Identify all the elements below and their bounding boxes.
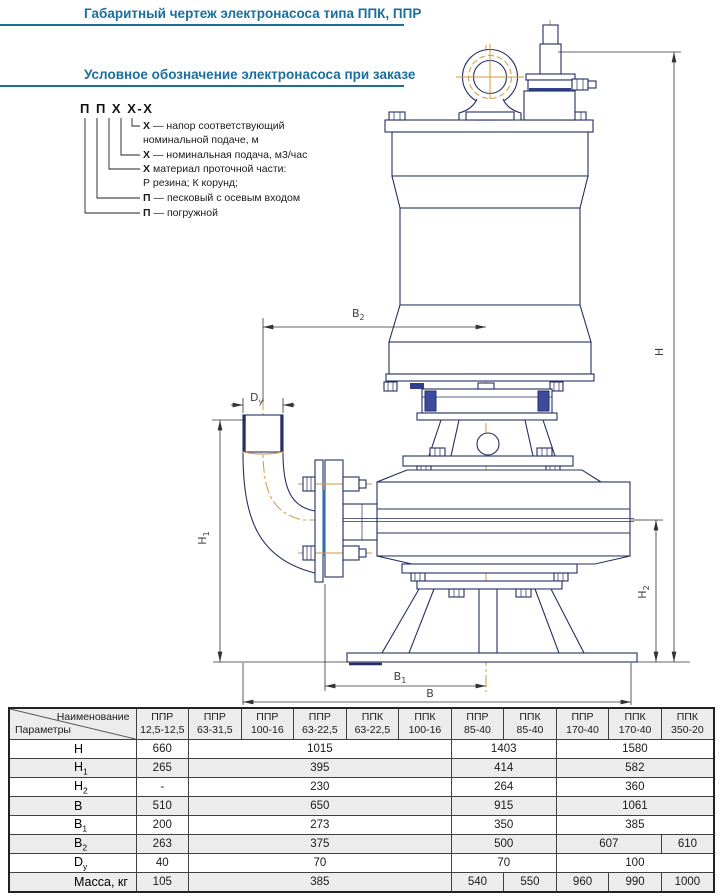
designation-text: — номинальная подача, м3/час xyxy=(153,149,308,161)
parameter-label: H xyxy=(9,740,136,759)
column-header: ППК 100-16 xyxy=(399,708,452,740)
parameter-label: $B_1$ xyxy=(9,816,136,835)
discharge-elbow xyxy=(243,415,372,582)
value-cell: 650 xyxy=(189,797,452,816)
value-cell: 230 xyxy=(189,778,452,797)
section-title-ordering: Условное обозначение электронасоса при заказе xyxy=(0,67,404,87)
pump-casing xyxy=(213,470,690,664)
parameter-label: $D_y$ xyxy=(9,854,136,873)
value-cell: 510 xyxy=(136,797,189,816)
table-corner-cell xyxy=(9,708,136,740)
designation-letter: П xyxy=(143,207,151,219)
value-cell: 915 xyxy=(451,797,556,816)
value-cell: 350 xyxy=(451,816,556,835)
dim-label-h: H xyxy=(653,347,666,357)
table-row xyxy=(9,835,714,854)
designation-text: материал проточной части: xyxy=(153,163,287,175)
value-cell: 265 xyxy=(136,759,189,778)
designation-code: П П Х Х-Х xyxy=(80,101,154,116)
column-header: ППР 63-22,5 xyxy=(294,708,347,740)
table-row xyxy=(9,740,714,759)
column-header: ППК 350-20 xyxy=(661,708,714,740)
value-cell: 385 xyxy=(189,873,452,893)
value-cell: 263 xyxy=(136,835,189,854)
table-header-row xyxy=(9,708,714,740)
value-cell: 1403 xyxy=(451,740,556,759)
designation-text: — погружной xyxy=(153,207,218,219)
value-cell: 200 xyxy=(136,816,189,835)
table-row xyxy=(9,873,714,893)
parameter-label: $H_1$ xyxy=(9,759,136,778)
value-cell: 660 xyxy=(136,740,189,759)
dim-label-b1: $B_1$ xyxy=(393,670,407,685)
designation-connectors xyxy=(85,118,140,213)
designation-text: — песковый с осевым входом xyxy=(153,192,301,204)
designation-letter: П xyxy=(143,192,151,204)
corner-label-top: Наименование xyxy=(56,711,130,723)
designation-letter: Х xyxy=(143,120,151,132)
parameter-label: Масса, кг xyxy=(9,873,136,893)
value-cell: 395 xyxy=(189,759,452,778)
dim-label-h1: $H_1$ xyxy=(196,531,211,545)
value-cell: 960 xyxy=(556,873,609,893)
table-row xyxy=(9,816,714,835)
dim-label-b2: $B_2$ xyxy=(352,307,365,322)
parameter-label: B xyxy=(9,797,136,816)
value-cell: 607 xyxy=(556,835,661,854)
dimensions-table xyxy=(8,707,715,893)
value-cell: 540 xyxy=(451,873,504,893)
designation-item xyxy=(143,120,285,132)
designation-letter: Х xyxy=(143,163,151,175)
dim-label-h2: $H_2$ xyxy=(636,585,651,599)
value-cell: 264 xyxy=(451,778,556,797)
value-cell: 610 xyxy=(661,835,714,854)
lifting-eye xyxy=(456,44,524,120)
table-row xyxy=(9,797,714,816)
value-cell: 1015 xyxy=(189,740,452,759)
cable-gland xyxy=(524,25,596,120)
designation-text: — напор соответствующий xyxy=(153,120,285,132)
column-header: ППР 63-31,5 xyxy=(189,708,242,740)
value-cell: 40 xyxy=(136,854,189,873)
dim-label-b: B xyxy=(426,687,434,700)
value-cell: 105 xyxy=(136,873,189,893)
designation-item xyxy=(143,149,307,161)
parameter-label: $B_2$ xyxy=(9,835,136,854)
column-header: ППР 100-16 xyxy=(241,708,294,740)
page-title-drawing: Габаритный чертеж электронасоса типа ППК, ППР xyxy=(0,6,404,26)
table-row xyxy=(9,759,714,778)
value-cell: 414 xyxy=(451,759,556,778)
motor-assembly xyxy=(385,112,594,381)
column-header: ППК 63-22,5 xyxy=(346,708,399,740)
value-cell: 500 xyxy=(451,835,556,854)
value-cell: 550 xyxy=(504,873,557,893)
column-header: ППК 170-40 xyxy=(609,708,662,740)
designation-letter: Х xyxy=(143,149,151,161)
value-cell: 100 xyxy=(556,854,714,873)
column-header: ППР 12,5-12,5 xyxy=(136,708,189,740)
designation-item-line2: Р резина; К корунд; xyxy=(143,177,238,189)
designation-item xyxy=(143,163,286,175)
value-cell: - xyxy=(136,778,189,797)
value-cell: 990 xyxy=(609,873,662,893)
value-cell: 1580 xyxy=(556,740,714,759)
coupling-bracket xyxy=(384,382,573,474)
corner-label-bottom: Параметры xyxy=(15,724,71,736)
value-cell: 385 xyxy=(556,816,714,835)
value-cell: 70 xyxy=(451,854,556,873)
value-cell: 375 xyxy=(189,835,452,854)
table-row xyxy=(9,778,714,797)
value-cell: 70 xyxy=(189,854,452,873)
value-cell: 1000 xyxy=(661,873,714,893)
value-cell: 273 xyxy=(189,816,452,835)
designation-item xyxy=(143,192,300,204)
column-header: ППР 170-40 xyxy=(556,708,609,740)
value-cell: 582 xyxy=(556,759,714,778)
designation-item-line2: номинальной подаче, м xyxy=(143,134,259,146)
designation-item xyxy=(143,207,218,219)
column-header: ППР 85-40 xyxy=(451,708,504,740)
dim-label-dy: $D_y$ xyxy=(250,391,264,406)
parameter-label: $H_2$ xyxy=(9,778,136,797)
value-cell: 1061 xyxy=(556,797,714,816)
table-row xyxy=(9,854,714,873)
column-header: ППК 85-40 xyxy=(504,708,557,740)
value-cell: 360 xyxy=(556,778,714,797)
